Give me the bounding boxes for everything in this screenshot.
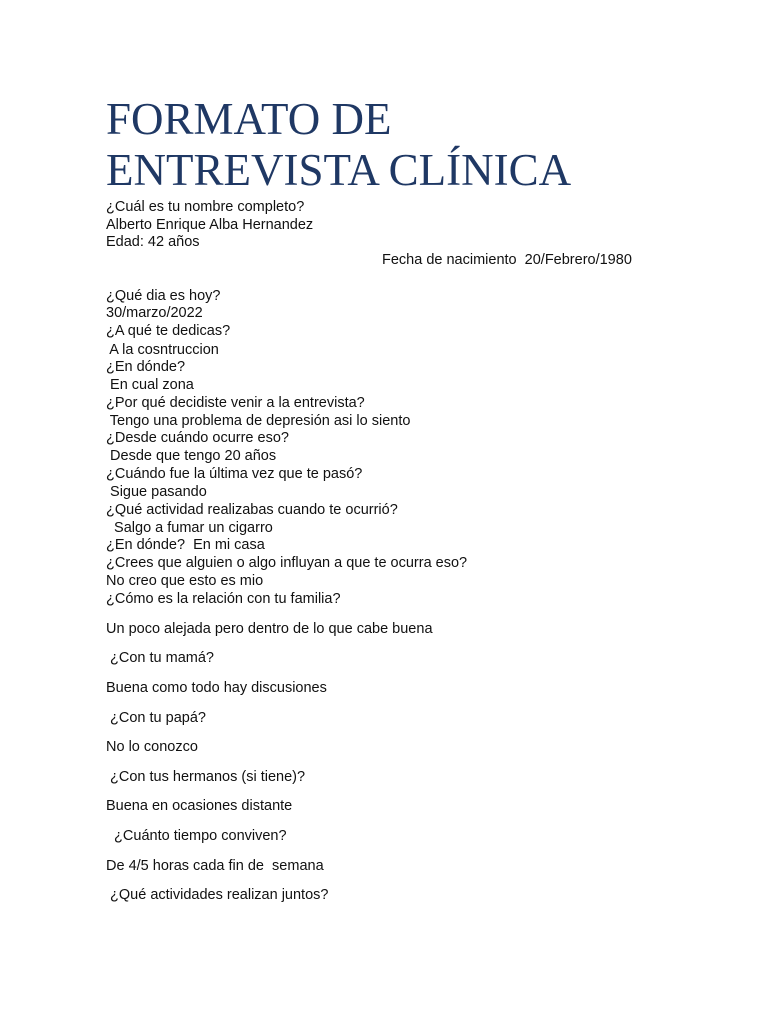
question-influence: ¿Crees que alguien o algo influyan a que te ocurra eso? xyxy=(106,555,468,571)
answer-why: Tengo una problema de depresión asi lo siento xyxy=(106,413,411,429)
question-activity: ¿Qué actividad realizabas cuando te ocurrió? xyxy=(106,502,398,518)
answer-influence: No creo que esto es mio xyxy=(106,573,264,589)
title-line-2: ENTREVISTA CLÍNICA xyxy=(106,145,572,195)
question-where-2: ¿En dónde? En mi casa xyxy=(106,537,265,553)
question-activities-together: ¿Qué actividades realizan juntos? xyxy=(106,887,329,903)
answer-activity: Salgo a fumar un cigarro xyxy=(106,520,273,536)
age-line: Edad: 42 años xyxy=(106,234,200,250)
answer-time-together: De 4/5 horas cada fin de semana xyxy=(106,858,324,874)
answer-dad: No lo conozco xyxy=(106,739,198,755)
answer-name: Alberto Enrique Alba Hernandez xyxy=(106,217,314,233)
answer-where: En cual zona xyxy=(106,377,194,393)
document-title xyxy=(106,94,571,196)
answer-day: 30/marzo/2022 xyxy=(106,305,203,321)
question-time-together: ¿Cuánto tiempo conviven? xyxy=(106,828,287,844)
answer-last-time: Sigue pasando xyxy=(106,484,207,500)
answer-since: Desde que tengo 20 años xyxy=(106,448,277,464)
question-siblings: ¿Con tus hermanos (si tiene)? xyxy=(106,769,306,785)
question-job: ¿A qué te dedicas? xyxy=(106,323,231,339)
question-name: ¿Cuál es tu nombre completo? xyxy=(106,199,305,215)
question-why: ¿Por qué decidiste venir a la entrevista? xyxy=(106,395,365,411)
answer-siblings: Buena en ocasiones distante xyxy=(106,798,293,814)
answer-mom: Buena como todo hay discusiones xyxy=(106,680,327,696)
question-where: ¿En dónde? xyxy=(106,359,186,375)
question-last-time: ¿Cuándo fue la última vez que te pasó? xyxy=(106,466,363,482)
birth-date-line: Fecha de nacimiento 20/Febrero/1980 xyxy=(382,252,632,268)
question-family: ¿Cómo es la relación con tu familia? xyxy=(106,591,341,607)
answer-job: A la cosntruccion xyxy=(106,342,219,358)
question-dad: ¿Con tu papá? xyxy=(106,710,206,726)
title-line-1: FORMATO DE xyxy=(106,94,392,144)
question-since: ¿Desde cuándo ocurre eso? xyxy=(106,430,289,446)
question-mom: ¿Con tu mamá? xyxy=(106,650,214,666)
answer-family: Un poco alejada pero dentro de lo que cabe buena xyxy=(106,621,433,637)
question-day: ¿Qué dia es hoy? xyxy=(106,288,221,304)
